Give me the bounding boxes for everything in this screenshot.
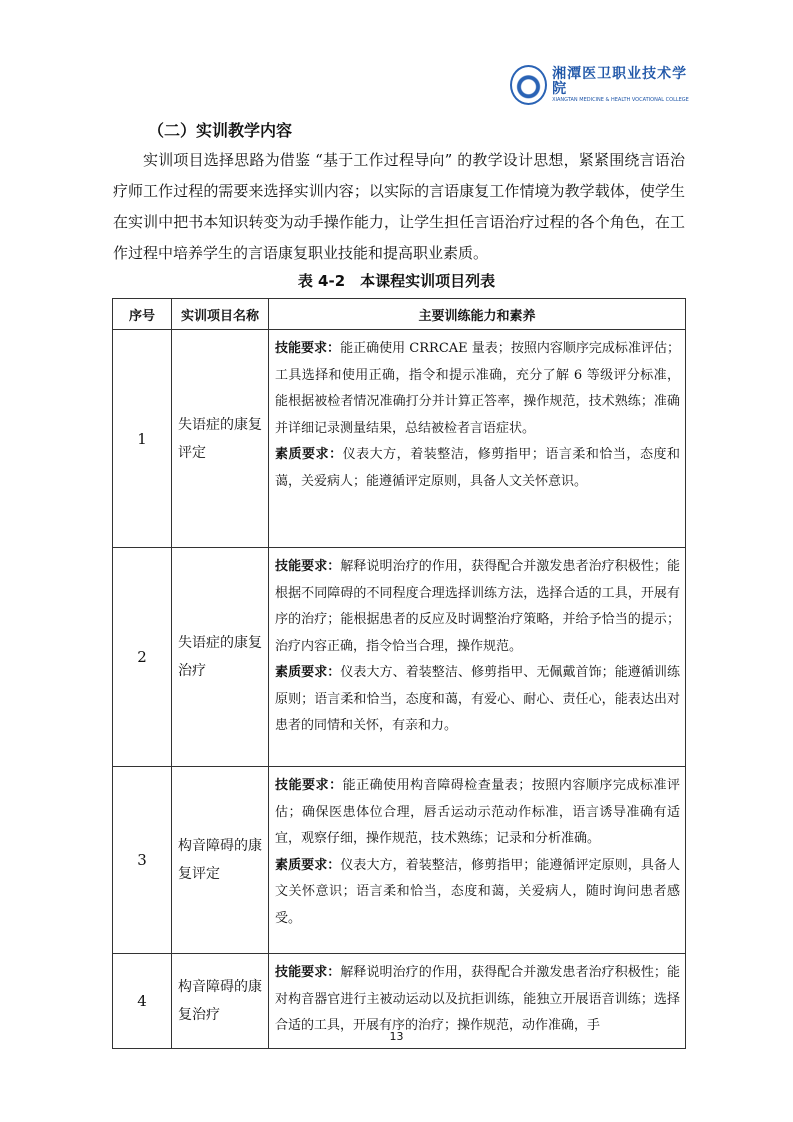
project-name: 构音障碍的康复治疗 — [172, 954, 269, 1049]
header-abilities: 主要训练能力和素养 — [269, 299, 686, 330]
skill-text: 能正确使用 CRRCAE 量表；按照内容顺序完成标准评估；工具选择和使用正确，指令和提示准确，充分了解 6 等级评分标准，能根据被检者情况准确打分并计算正答率，操作规范，技术熟练；准确并详细记录测量结果，总结被检者言语症状。 — [275, 341, 680, 436]
skill-requirement — [275, 773, 680, 853]
header-name: 实训项目名称 — [172, 299, 269, 330]
skill-requirement — [275, 960, 680, 1040]
project-name: 构音障碍的康复评定 — [172, 767, 269, 954]
skill-requirement — [275, 336, 680, 442]
college-logo-text — [552, 67, 690, 103]
quality-requirement — [275, 442, 680, 495]
quality-text: 仪表大方，着装整洁，修剪指甲；语言柔和恰当，态度和蔼，关爱病人；能遵循评定原则，具备人文关怀意识。 — [275, 447, 680, 489]
skill-text: 解释说明治疗的作用，获得配合并激发患者治疗积极性；能对构音器官进行主被动运动以及抗拒训练，能独立开展语音训练；选择合适的工具，开展有序的治疗；操作规范，动作准确，手 — [275, 965, 680, 1033]
quality-text: 仪表大方，着装整洁，修剪指甲；能遵循评定原则，具备人文关怀意识；语言柔和恰当，态度和蔼，关爱病人，随时询问患者感受。 — [275, 857, 680, 926]
college-emblem-icon — [510, 65, 547, 105]
skill-label: 技能要求： — [275, 778, 343, 793]
table-row — [113, 548, 686, 767]
requirements-cell — [269, 767, 686, 954]
skill-label: 技能要求： — [275, 559, 341, 574]
project-name: 失语症的康复评定 — [172, 330, 269, 548]
intro-paragraph: 实训项目选择思路为借鉴 “基于工作过程导向” 的教学设计思想，紧紧围绕言语治疗师工作过程的需要来选择实训内容；以实际的言语康复工作情境为教学载体，使学生在实训中把书本知识转变为动手操作能力，让学生担任言语治疗过程的各个角色，在工作过程中培养学生的言语康复职业技能和提高职业素质。 — [113, 151, 685, 262]
row-number: 3 — [113, 767, 172, 954]
table-row — [113, 330, 686, 548]
skill-text: 能正确使用构音障碍检查量表；按照内容顺序完成标准评估；确保医患体位合理，唇舌运动示范动作标准，语言诱导准确有适宜，观察仔细，操作规范，技术熟练；记录和分析准确。 — [275, 778, 680, 846]
project-name: 失语症的康复治疗 — [172, 548, 269, 767]
skill-label: 技能要求： — [275, 965, 341, 980]
section-heading: （二）实训教学内容 — [148, 121, 293, 140]
skill-label: 技能要求： — [275, 341, 341, 356]
requirements-cell — [269, 548, 686, 767]
skill-text: 解释说明治疗的作用，获得配合并激发患者治疗积极性；能根据不同障碍的不同程度合理选择训练方法，选择合适的工具，开展有序的治疗；能根据患者的反应及时调整治疗策略，并给予恰当的提示；治疗内容正确，指令恰当合理，操作规范。 — [275, 559, 680, 654]
row-number: 2 — [113, 548, 172, 767]
college-name-cn: 湘潭医卫职业技术学院 — [552, 65, 688, 98]
table-header-row — [113, 299, 686, 330]
skill-requirement — [275, 554, 680, 660]
table-caption: 表 4-2 本课程实训项目列表 — [297, 272, 496, 290]
quality-requirement — [275, 853, 680, 933]
page-number: 13 — [389, 1030, 404, 1043]
requirements-cell — [269, 330, 686, 548]
quality-requirement — [275, 660, 680, 740]
college-name-en: XIANGTAN MEDICINE & HEALTH VOCATIONAL COLLEGE — [552, 96, 689, 103]
quality-label: 素质要求： — [275, 447, 343, 462]
quality-label: 素质要求： — [275, 665, 341, 680]
quality-label: 素质要求： — [275, 857, 341, 873]
row-number: 4 — [113, 954, 172, 1049]
header-no: 序号 — [113, 299, 172, 330]
college-logo — [510, 62, 690, 108]
table-row — [113, 767, 686, 954]
quality-text: 仪表大方、着装整洁、修剪指甲、无佩戴首饰；能遵循训练原则；语言柔和恰当，态度和蔼，有爱心、耐心、责任心，能表达出对患者的同情和关怀，有亲和力。 — [275, 665, 680, 733]
training-projects-table — [112, 298, 686, 1049]
row-number: 1 — [113, 330, 172, 548]
